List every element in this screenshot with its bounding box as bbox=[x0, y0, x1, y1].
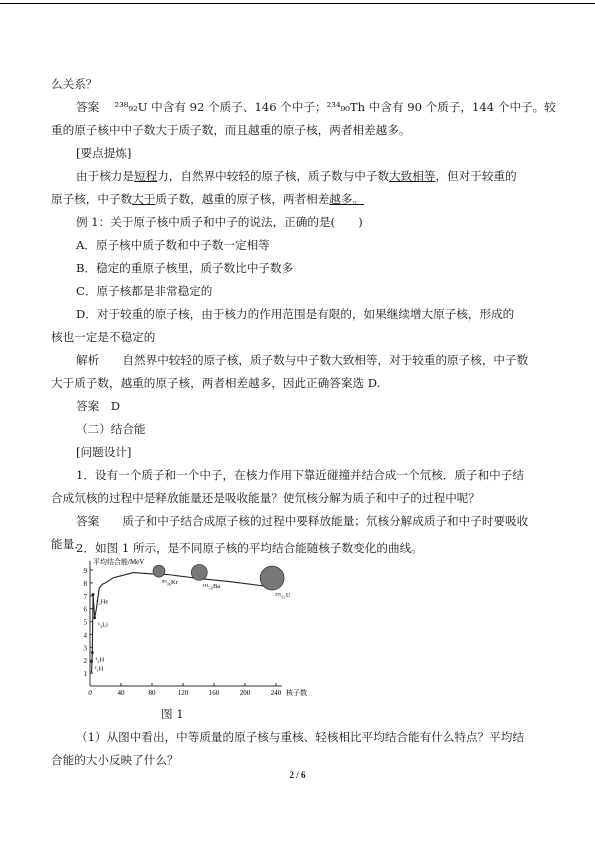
nuclide-label: ²³⁵₉₂U bbox=[275, 592, 291, 600]
x-tick-label: 200 bbox=[239, 689, 251, 697]
answer-label: 答案 bbox=[76, 100, 100, 114]
nucleus-illustration bbox=[153, 565, 165, 577]
nuclide-point bbox=[92, 593, 95, 596]
page-number: 2 / 6 bbox=[289, 770, 306, 780]
underlined-answer: 短程 bbox=[133, 169, 158, 183]
option-a: A．原子核中质子数和中子数一定相等 bbox=[76, 238, 270, 252]
text-span: 原子核，中子数 bbox=[51, 192, 133, 206]
answer-cont: 能量． bbox=[51, 537, 86, 551]
y-tick-label: 9 bbox=[83, 567, 87, 575]
y-axis-label: 平均结合能/MeV bbox=[93, 558, 145, 566]
key-point-line bbox=[76, 168, 517, 184]
nuclide-label: ²₁H bbox=[94, 665, 104, 673]
text-span: 由于核力是 bbox=[76, 169, 134, 183]
y-tick-label: 4 bbox=[83, 631, 87, 640]
nuclide-label: ³₁H bbox=[95, 656, 105, 664]
underlined-answer: 越多。 bbox=[329, 192, 365, 206]
answer-line bbox=[76, 513, 528, 529]
option-d-cont: 核也一定是不稳定的 bbox=[51, 330, 156, 344]
option-d: D．对于较重的原子核，由于核力的作用范围是有限的，如果继续增大原子核，形成的 bbox=[76, 307, 515, 321]
nuclide-label: ⁴₂He bbox=[96, 598, 109, 606]
nuclide-label: ⁸⁹₃₆Kr bbox=[161, 579, 178, 587]
y-tick-label: 2 bbox=[83, 657, 87, 666]
nucleus-illustration bbox=[260, 566, 284, 590]
y-tick-label: 1 bbox=[83, 670, 87, 679]
x-tick-label: 80 bbox=[148, 689, 156, 697]
binding-energy-chart bbox=[78, 555, 307, 697]
answer-line: 答案 D bbox=[76, 399, 121, 413]
answer-label: 答案 bbox=[76, 514, 100, 528]
nuclide-label: ¹⁴¹₅₆Ba bbox=[202, 583, 221, 591]
nuclide-point bbox=[93, 616, 96, 619]
answer-text: ²³⁸₉₂U 中含有 92 个质子、146 个中子；²³⁴₉₀Th 中含有 90 个质子，144 个中子。较 bbox=[114, 100, 556, 114]
nucleus-illustration bbox=[191, 564, 207, 580]
analysis-cont: 大于质子数，越重的原子核，两者相差越多，因此正确答案选 D. bbox=[51, 376, 381, 390]
y-tick-label: 6 bbox=[83, 605, 87, 614]
option-b: B．稳定的重原子核里，质子数比中子数多 bbox=[76, 261, 294, 275]
question-line: 2．如图 1 所示，是不同原子核的平均结合能随核子数变化的曲线。 bbox=[76, 541, 423, 555]
text-span: 力，自然界中较轻的原子核，质子数与中子数 bbox=[157, 169, 390, 183]
y-tick-label: 3 bbox=[83, 644, 87, 653]
x-tick-label: 240 bbox=[270, 689, 282, 697]
x-tick-label: 40 bbox=[117, 689, 125, 697]
figure-caption: 图 1 bbox=[161, 707, 184, 721]
page-top-rule bbox=[0, 3, 595, 4]
x-tick-label: 0 bbox=[88, 689, 92, 697]
section-heading: （二）结合能 bbox=[76, 422, 146, 436]
answer-line bbox=[76, 99, 556, 115]
x-tick-label: 120 bbox=[177, 689, 189, 697]
analysis-text: 自然界中较轻的原子核，质子数与中子数大致相等，对于较重的原子核，中子数 bbox=[122, 353, 529, 367]
nuclide-point bbox=[90, 660, 93, 663]
text-span: 质子数，越重的原子核，两者相差 bbox=[155, 192, 330, 206]
analysis-line bbox=[76, 352, 528, 368]
text-line: 么关系？ bbox=[51, 77, 98, 91]
underlined-answer: 大致相等 bbox=[389, 169, 436, 183]
y-tick-label: 8 bbox=[83, 579, 87, 588]
nuclide-point bbox=[91, 651, 94, 654]
section-heading: [要点提炼] bbox=[76, 146, 132, 160]
x-axis-label: 核子数 bbox=[286, 689, 307, 697]
question-line: 合能的大小反映了什么？ bbox=[51, 753, 179, 767]
y-tick-label: 5 bbox=[83, 618, 87, 627]
answer-text: 质子和中子结合成原子核的过程中要释放能量；氘核分解成质子和中子时要吸收 bbox=[122, 514, 529, 528]
nuclide-label: ⁶₃Li bbox=[97, 621, 108, 629]
y-tick-label: 7 bbox=[83, 592, 87, 601]
binding-energy-curve bbox=[91, 573, 275, 672]
option-c: C．原子核都是非常稳定的 bbox=[76, 284, 213, 298]
example-question: 例 1：关于原子核中质子和中子的说法，正确的是( ) bbox=[76, 215, 363, 229]
question-line: 合成氘核的过程中是释放能量还是吸收能量？使氘核分解为质子和中子的过程中呢？ bbox=[51, 491, 480, 505]
analysis-label: 解析 bbox=[76, 353, 100, 367]
x-tick-label: 160 bbox=[208, 689, 220, 697]
question-line: 1．设有一个质子和一个中子，在核力作用下靠近碰撞并结合成一个氘核．质子和中子结 bbox=[76, 468, 524, 482]
question-line: （1）从图中看出，中等质量的原子核与重核、轻核相比平均结合能有什么特点？平均结 bbox=[76, 730, 524, 744]
section-heading: [问题设计] bbox=[76, 445, 132, 459]
text-line: 重的原子核中中子数大于质子数，而且越重的原子核，两者相差越多。 bbox=[51, 123, 411, 137]
underlined-answer: 大于 bbox=[132, 192, 156, 206]
text-span: ，但对于较重的 bbox=[435, 169, 517, 183]
key-point-line bbox=[51, 191, 364, 207]
